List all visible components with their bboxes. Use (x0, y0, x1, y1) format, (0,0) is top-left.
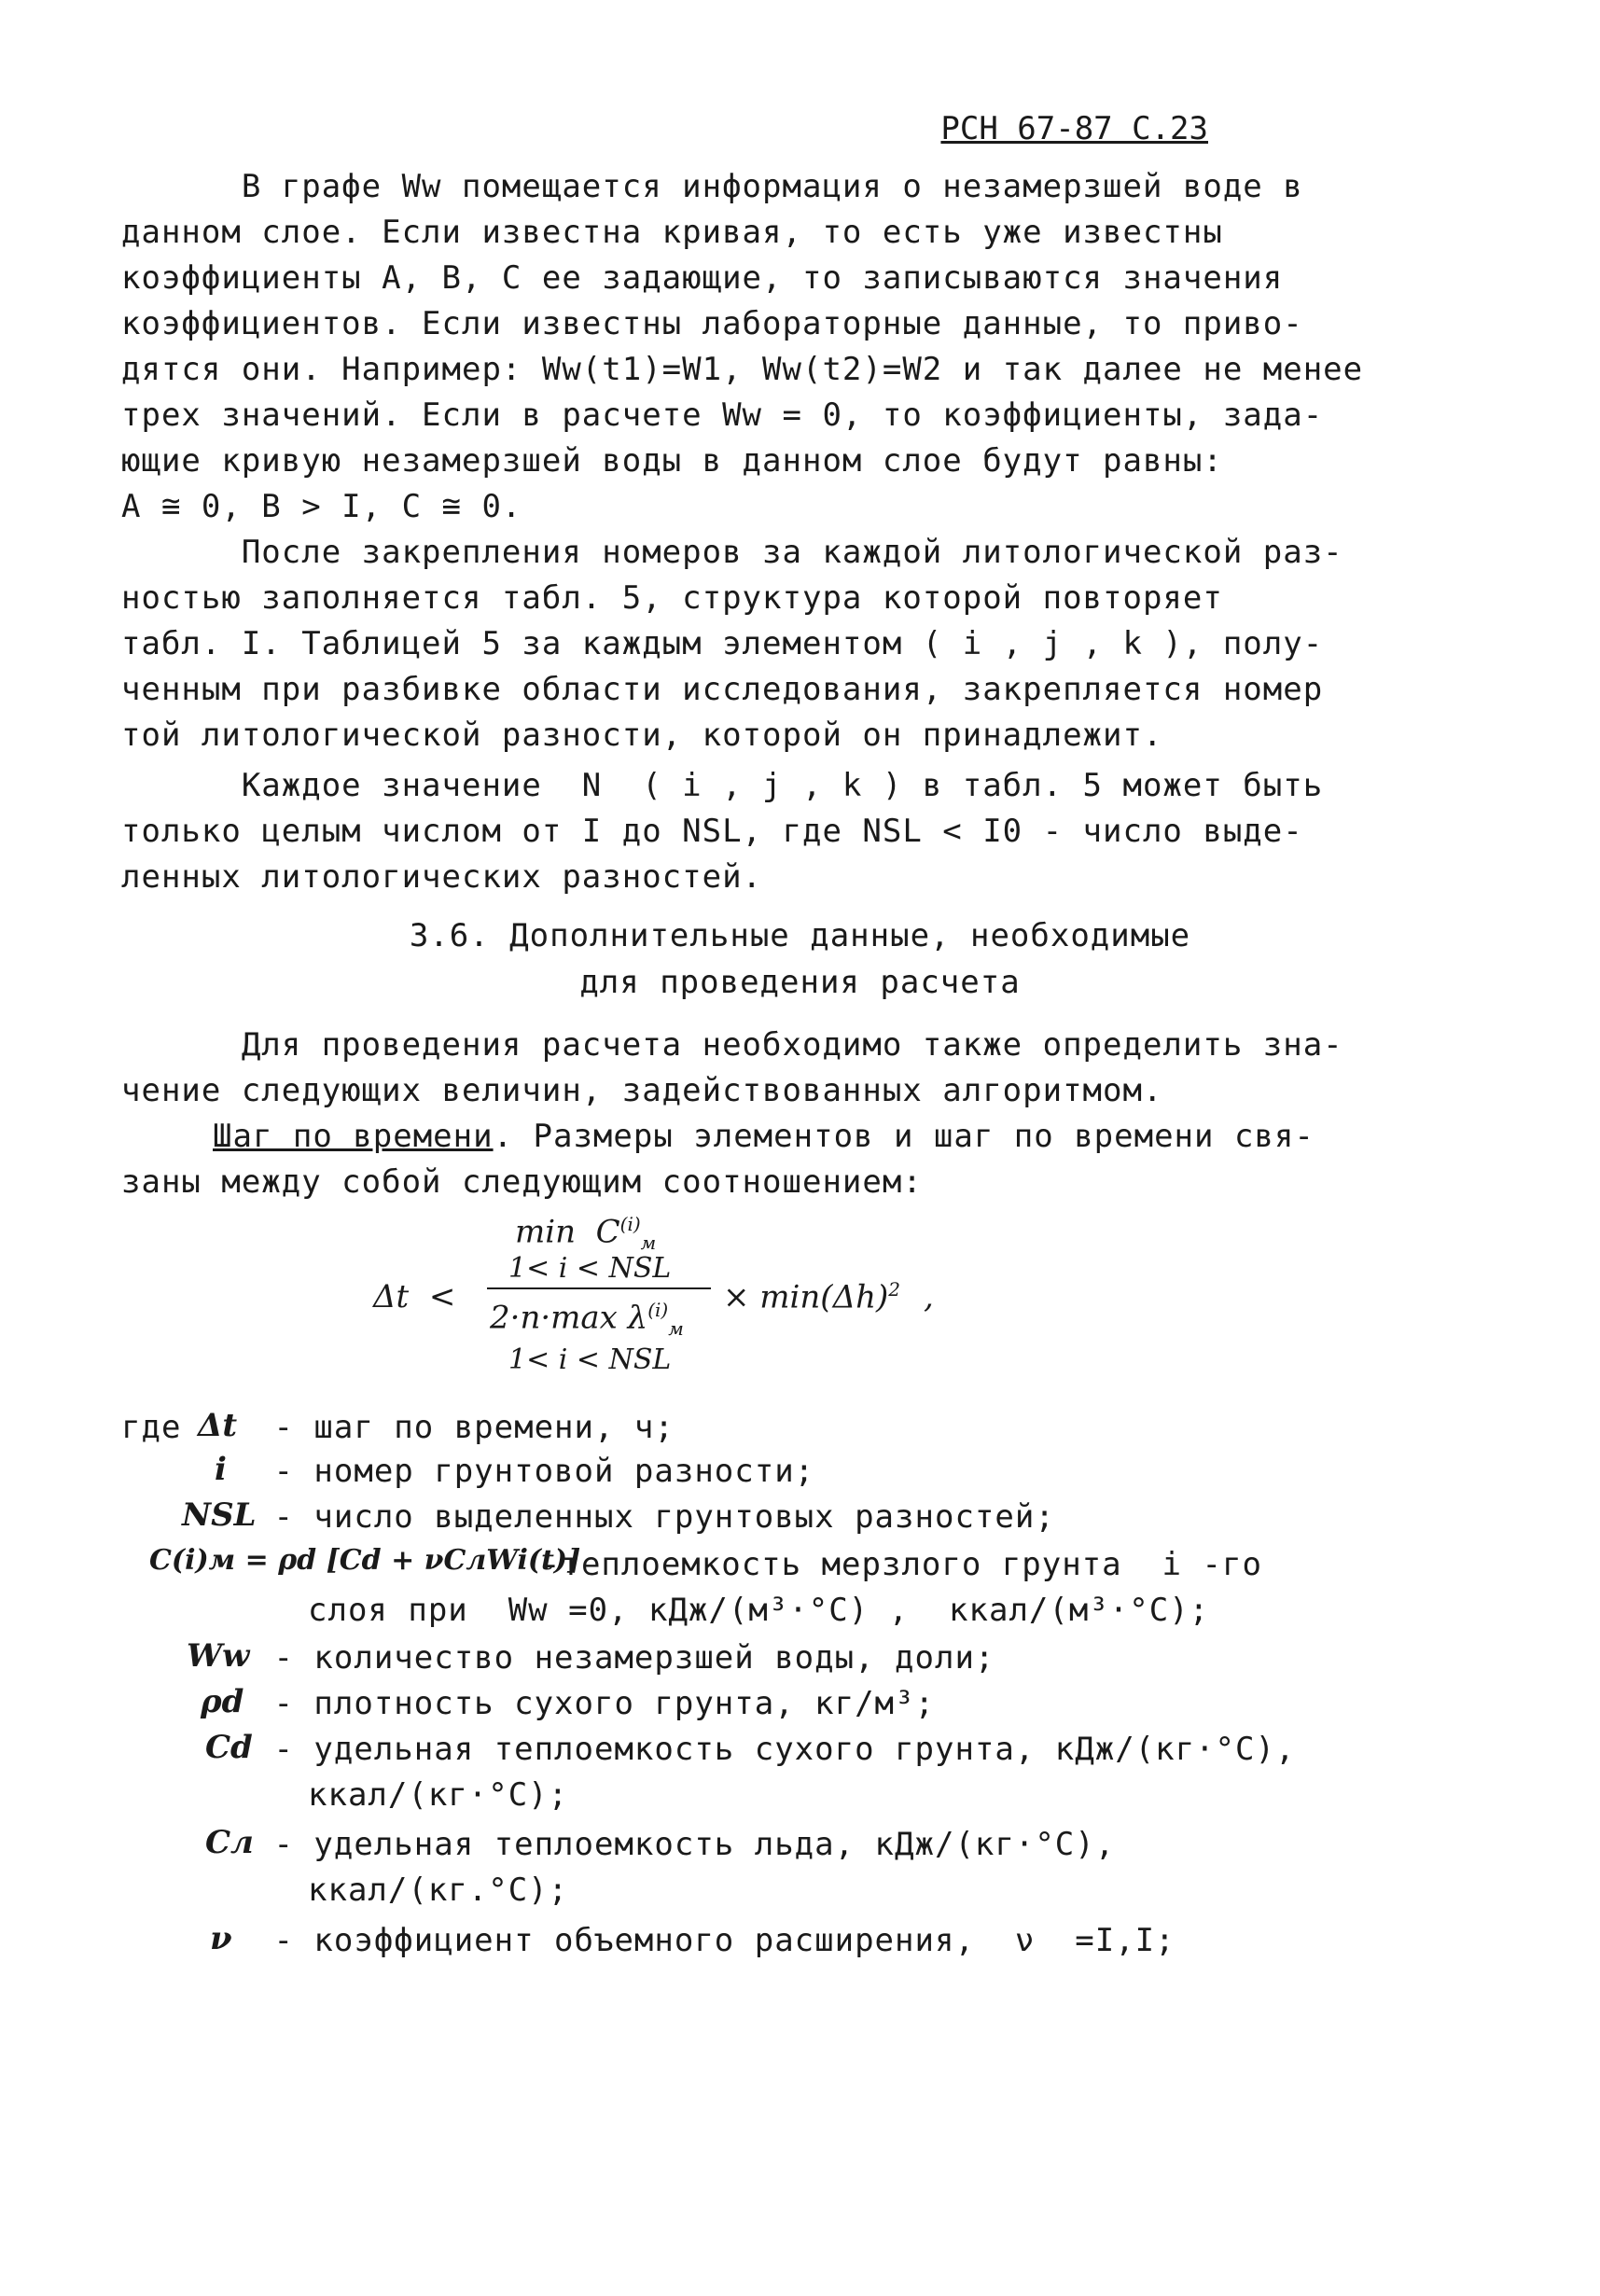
legend-text: - плотность сухого грунта, кг/м³; (254, 1685, 935, 1722)
legend-text: - удельная теплоемкость сухого грунта, кДж/(кг·°С), (254, 1731, 1296, 1768)
legend-text: - количество незамерзшей воды, доли; (254, 1639, 995, 1677)
legend-text: ккал/(кг.°С); (308, 1872, 569, 1909)
legend-symbol: NSL (182, 1496, 257, 1534)
section-title-line2: для проведения расчета (579, 964, 1021, 1001)
paragraph-line: заны между собой следующим соотношением: (121, 1163, 923, 1201)
document-code-header: РСН 67-87 С.23 (940, 110, 1208, 147)
section-title-line1: 3.6. Дополнительные данные, необходимые (409, 917, 1191, 954)
paragraph-line: только целым числом от I до NSL, где NSL < I0 - число выде- (121, 813, 1303, 850)
legend-symbol: C(i)м = ρd [Cd + νCлWi(t)] (149, 1544, 581, 1577)
paragraph-line: трех значений. Если в расчете Ww = 0, то коэффициенты, зада- (121, 397, 1324, 434)
paragraph-line: табл. I. Таблицей 5 за каждым элементом ( i , j , k ), полу- (121, 625, 1324, 662)
legend-text: -теплоемкость мерзлого грунта i -го (541, 1546, 1262, 1583)
legend-symbol: Cл (205, 1824, 254, 1861)
legend-text: - номер грунтовой разности; (254, 1453, 815, 1490)
paragraph-line: Каждое значение N ( i , j , k ) в табл. 5 может быть (121, 767, 1324, 804)
formula-denominator: 2·n·max $\lambda^{(i)}_м$ (490, 1299, 684, 1341)
formula-comma: , (924, 1278, 934, 1315)
formula-rhs: × $\min(\Delta h)^2$ (723, 1278, 901, 1316)
paragraph-line: коэффициенты А, В, С ее задающие, то записываются значения (121, 259, 1284, 297)
paragraph-line (213, 1118, 1315, 1155)
paragraph-line: чение следующих величин, задействованных алгоритмом. (121, 1072, 1163, 1109)
paragraph-line: коэффициентов. Если известны лабораторные данные, то приво- (121, 305, 1303, 342)
paragraph-line: ченным при разбивке области исследования, закрепляется номер (121, 671, 1324, 708)
paragraph-line: ленных литологических разностей. (121, 858, 763, 896)
legend-symbol: Δt (198, 1407, 238, 1444)
legend-text: - число выделенных грунтовых разностей; (254, 1498, 1055, 1536)
paragraph-text: . Размеры элементов и шаг по времени свя- (493, 1118, 1315, 1155)
time-step-formula (373, 1213, 1026, 1399)
paragraph-line: В графе Ww помещается информация о незамерзшей воде в (121, 168, 1303, 205)
fraction-bar (487, 1287, 711, 1289)
paragraph-line: Для проведения расчета необходимо также определить зна- (121, 1026, 1343, 1064)
legend-text: - шаг по времени, ч; (254, 1409, 675, 1446)
formula-lhs: Δt < (373, 1278, 456, 1315)
formula-denominator-range: 1< i < NSL (508, 1343, 672, 1376)
legend-symbol: i (215, 1451, 227, 1488)
legend-text: - удельная теплоемкость льда, кДж/(кг·°С), (254, 1826, 1116, 1863)
legend-text: - коэффициент объемного расширения, ν =I,I; (254, 1922, 1176, 1959)
legend-text: слоя при Ww =0, кДж/(м³·°С) , ккал/(м³·°С); (308, 1592, 1210, 1629)
legend-symbol: Ww (187, 1637, 250, 1675)
legend-prefix: где (121, 1409, 202, 1446)
paragraph-line: данном слое. Если известна кривая, то есть уже известны (121, 214, 1223, 251)
paragraph-line: ностью заполняется табл. 5, структура которой повторяет (121, 579, 1223, 617)
paragraph-line: той литологической разности, которой он принадлежит. (121, 717, 1163, 754)
paragraph-line: A ≅ 0, B > I, C ≅ 0. (121, 488, 522, 525)
legend-symbol: ρd (201, 1683, 244, 1720)
paragraph-line: После закрепления номеров за каждой литологической раз- (121, 534, 1343, 571)
formula-numerator: $\min C^{(i)}_м$ (515, 1213, 657, 1255)
formula-numerator-range: 1< i < NSL (508, 1252, 672, 1285)
legend-symbol: ν (210, 1920, 232, 1957)
paragraph-line: дятся они. Например: Ww(t1)=W1, Ww(t2)=W2 и так далее не менее (121, 351, 1364, 388)
legend-text: ккал/(кг·°С); (308, 1776, 569, 1814)
legend-symbol: Cd (205, 1729, 253, 1766)
paragraph-line: ющие кривую незамерзшей воды в данном слое будут равны: (121, 442, 1223, 480)
time-step-term: Шаг по времени (213, 1118, 494, 1155)
